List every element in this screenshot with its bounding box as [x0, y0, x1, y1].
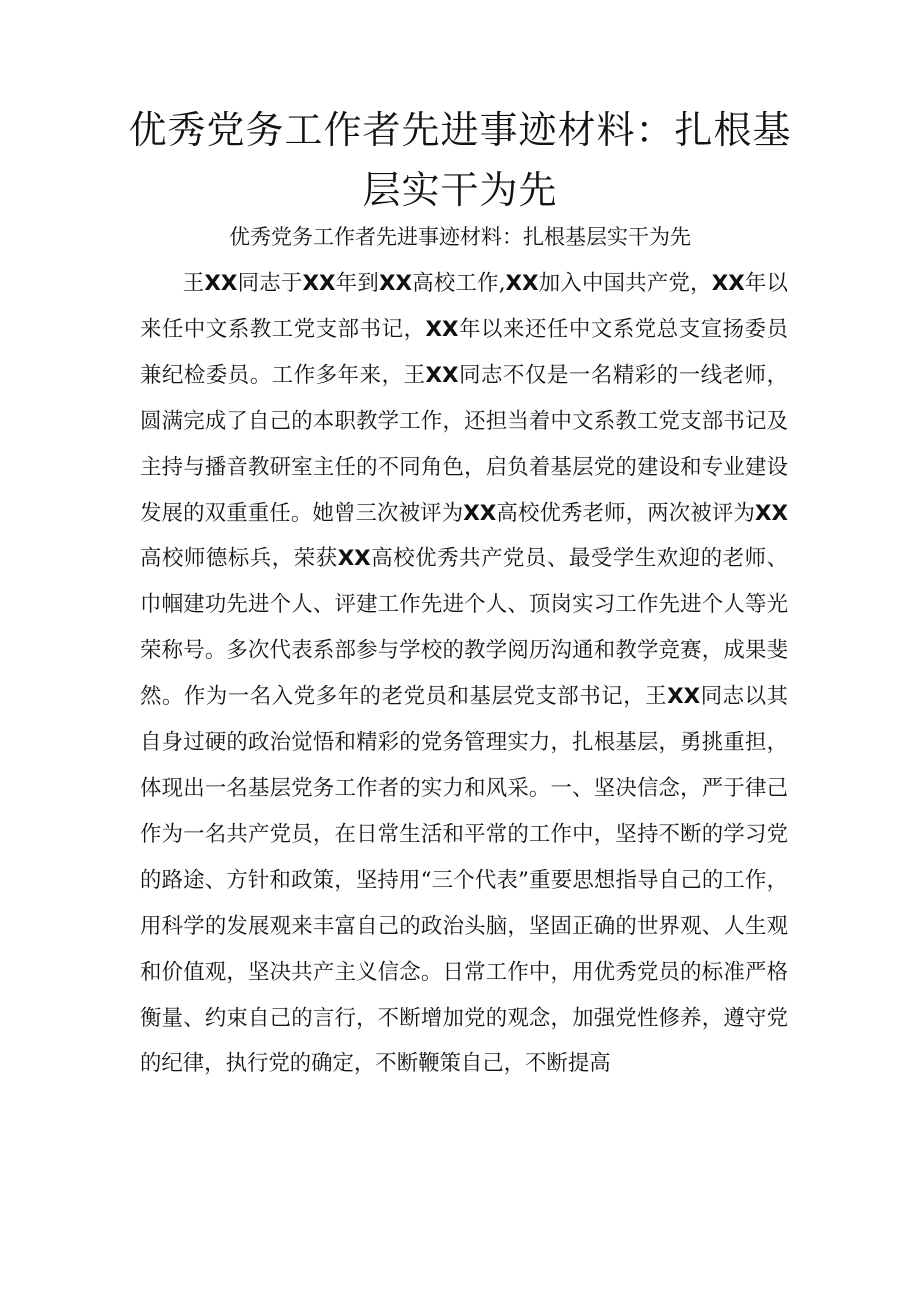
placeholder-xx: XX [378, 271, 412, 296]
text-run: 高校优秀老师，两次被评为 [496, 500, 755, 526]
text-run: 高校师德标兵，荣获 [140, 546, 338, 572]
text-run: 王 [182, 271, 205, 296]
placeholder-xx: XX [711, 271, 745, 296]
text-run: 高校优秀共产党员、最受学生欢迎的老师、巾帼建功先进个人、评建工作先进个人、顶岗实习工作先进个人等光荣称号。多次代表系部参与学校的教学阅历沟通和教学竞赛，成果斐然。作为一名入党多年的老党员和基层党支部书记，王 [140, 546, 788, 710]
text-run: 年以来任中文系教工党支部书记， [140, 271, 788, 342]
placeholder-xx: XX [425, 316, 459, 342]
placeholder-xx: XX [337, 546, 371, 572]
document-title: 优秀党务工作者先进事迹材料：扎根基层实干为先 [128, 108, 792, 212]
placeholder-xx: XX [425, 362, 459, 388]
placeholder-xx: XX [755, 500, 788, 526]
text-run: 同志以其自身过硬的政治觉悟和精彩的党务管理实力，扎根基层，勇挑重担，体现出一名基层党务工作者的实力和风采。一、坚决信念，严于律己作为一名共产党员，在日常生活和平常的工作中，坚持不断的学习党的路途、方针和政策，坚持用“三个代表”重要思想指导自己的工作，用科学的发展观来丰富自己的政治头脑，坚固正确的世界观、人生观和价值观，坚决共产主义信念。日常工作中，用优秀党员的标准严格衡量、约束自己的言行，不断增加党的观念，加强党性修养，遵守党的纪律，执行党的确定，不断鞭策自己，不断提高 [140, 684, 788, 1077]
document-subtitle: 优秀党务工作者先进事迹材料：扎根基层实干为先 [229, 225, 691, 249]
text-run: 年以来还任中文系党总支宣扬委员兼纪检委员。工作多年来，王 [140, 316, 788, 388]
text-run: 同志于 [237, 271, 303, 296]
text-run: 同志不仅是一名精彩的一线老师，圆满完成了自己的本职教学工作，还担当着中文系教工党支部书记及主持与播音教研室主任的不同角色，启负着基层党的建设和专业建设发展的双重重任。她曾三次被评为 [140, 362, 788, 526]
placeholder-xx: XX [302, 271, 336, 296]
placeholder-xx: XX [505, 271, 539, 296]
text-run: 年到 [335, 271, 379, 296]
placeholder-xx: XX [667, 684, 701, 710]
placeholder-xx: XX [204, 271, 238, 296]
text-run: 加入中国共产党， [538, 271, 712, 296]
placeholder-xx: XX [463, 500, 497, 526]
body-paragraph [140, 261, 788, 1087]
text-run: 高校工作, [411, 271, 506, 296]
